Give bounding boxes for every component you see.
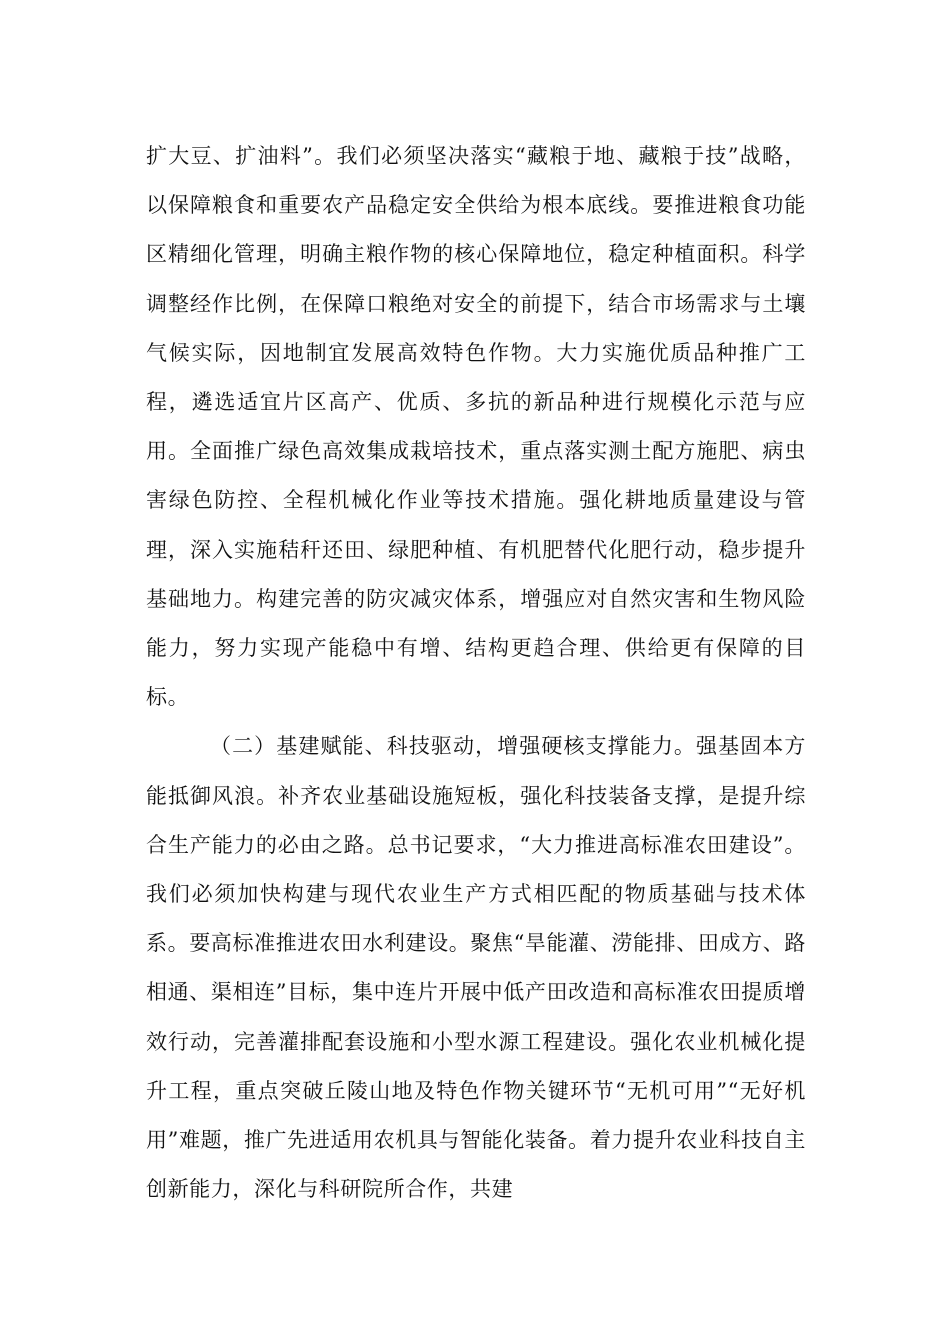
document-body <box>146 132 806 1214</box>
paragraph-grain-security: 扩大豆、扩油料”。我们必须坚决落实“藏粮于地、藏粮于技”战略，以保障粮食和重要农产品稳定安全供给为根本底线。要推进粮食功能区精细化管理，明确主粮作物的核心保障地位，稳定种植面积。科学调整经作比例，在保障口粮绝对安全的前提下，结合市场需求与土壤气候实际，因地制宜发展高效特色作物。大力实施优质品种推广工程，遴选适宜片区高产、优质、多抗的新品种进行规模化示范与应用。全面推广绿色高效集成栽培技术，重点落实测土配方施肥、病虫害绿色防控、全程机械化作业等技术措施。强化耕地质量建设与管理，深入实施秸秆还田、绿肥种植、有机肥替代化肥行动，稳步提升基础地力。构建完善的防灾减灾体系，增强应对自然灾害和生物风险能力，努力实现产能稳中有增、结构更趋合理、供给更有保障的目标。 <box>146 144 806 710</box>
paragraph-infrastructure-tech: （二）基建赋能、科技驱动，增强硬核支撑能力。强基固本方能抵御风浪。补齐农业基础设施短板，强化科技装备支撑，是提升综合生产能力的必由之路。总书记要求，“大力推进高标准农田建设”。我们必须加快构建与现代农业生产方式相匹配的物质基础与技术体系。要高标准推进农田水利建设。聚焦“旱能灌、涝能排、田成方、路相通、渠相连”目标，集中连片开展中低产田改造和高标准农田提质增效行动，完善灌排配套设施和小型水源工程建设。强化农业机械化提升工程，重点突破丘陵山地及特色作物关键环节“无机可用”“无好机用”难题，推广先进适用农机具与智能化装备。着力提升农业科技自主创新能力，深化与科研院所合作，共建 <box>146 734 806 1202</box>
